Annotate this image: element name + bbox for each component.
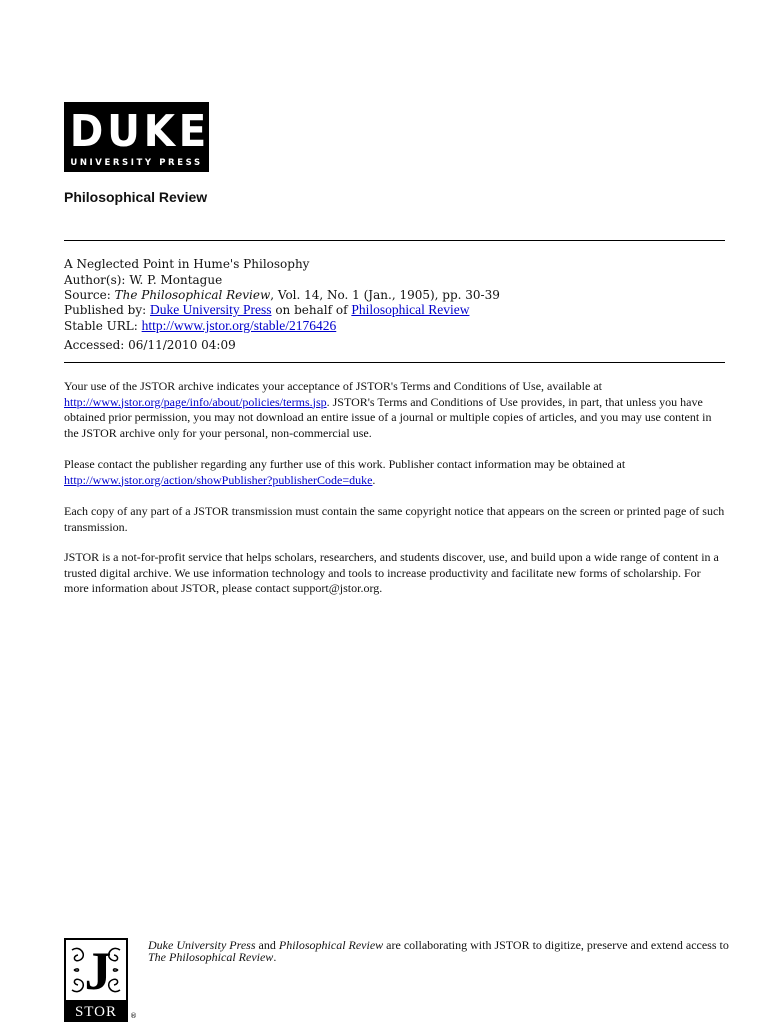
journal-title: Philosophical Review: [64, 189, 208, 205]
on-behalf-text: on behalf of: [275, 303, 348, 317]
terms-link[interactable]: http://www.jstor.org/page/info/about/policies/terms.jsp: [64, 394, 327, 409]
footer-text: are collaborating with JSTOR to digitize, preserve and extend access to: [386, 938, 729, 952]
divider-top: [64, 240, 725, 241]
contact-text: Please contact the publisher regarding any further use of this work. Publisher contact information may be obtained at: [64, 457, 626, 471]
logo-subtitle: UNIVERSITY PRESS: [70, 158, 203, 168]
footer-press: Duke University Press: [148, 938, 256, 952]
publisher-contact-paragraph: [64, 457, 728, 488]
stable-url-line: [64, 318, 336, 334]
accessed-line: Accessed: 06/11/2010 04:09: [64, 338, 236, 352]
duke-press-logo: [64, 102, 209, 172]
stable-url-link[interactable]: http://www.jstor.org/stable/2176426: [141, 318, 337, 333]
published-line: [64, 302, 469, 318]
published-label: Published by:: [64, 303, 147, 317]
author-line: [64, 272, 222, 288]
footer-and: and: [258, 938, 276, 952]
jstor-ornament-frame: [64, 938, 128, 1002]
collaboration-statement: [148, 939, 738, 963]
article-title: A Neglected Point in Hume's Philosophy: [64, 257, 310, 271]
publisher-link[interactable]: Duke University Press: [149, 302, 272, 317]
footer-journal: Philosophical Review: [278, 938, 384, 952]
jstor-logo: [64, 938, 137, 1022]
registered-mark: ®: [130, 1012, 137, 1020]
publisher-contact-link[interactable]: http://www.jstor.org/action/showPublisher?publisherCode=duke: [64, 472, 373, 487]
jstor-about-paragraph: JSTOR is a not-for-profit service that helps scholars, researchers, and students discover, use, and build upon a wide range of content in a trusted digital archive. We use information technology and tools to increase productivity and facilitate new forms of scholarship. For more information about JSTOR, please contact support@jstor.org.: [64, 550, 719, 595]
contact-period: .: [372, 472, 376, 487]
footer-journal-full: The Philosophical Review: [148, 950, 274, 964]
jstor-letter: J: [84, 941, 112, 1001]
source-details: , Vol. 14, No. 1 (Jan., 1905), pp. 30-39: [270, 288, 500, 302]
logo-word: DUKE: [69, 106, 211, 157]
source-label: Source:: [64, 288, 111, 302]
footer-end: .: [273, 950, 277, 964]
terms-text-1: Your use of the JSTOR archive indicates your acceptance of JSTOR's Terms and Conditions of Use, available at: [64, 379, 602, 393]
author-name: W. P. Montague: [129, 273, 223, 287]
source-line: [64, 287, 500, 303]
jstor-wordmark: STOR: [64, 1002, 128, 1022]
journal-link[interactable]: Philosophical Review: [351, 302, 470, 317]
author-label: Author(s):: [64, 273, 126, 287]
divider-bottom: [64, 362, 725, 363]
terms-text-2: . JSTOR's Terms and Conditions of Use provides, in part, that unless you have obtained prior permission, you may not download an entire issue of a journal or multiple copies of articles, and you may use content in the JSTOR archive only for your personal, non-commercial use.: [64, 394, 712, 440]
terms-paragraph: [64, 379, 728, 441]
copyright-paragraph: Each copy of any part of a JSTOR transmission must contain the same copyright notice that appears on the screen or printed page of such transmission.: [64, 504, 725, 534]
stable-url-label: Stable URL:: [64, 319, 138, 333]
source-journal: The Philosophical Review: [114, 288, 271, 302]
